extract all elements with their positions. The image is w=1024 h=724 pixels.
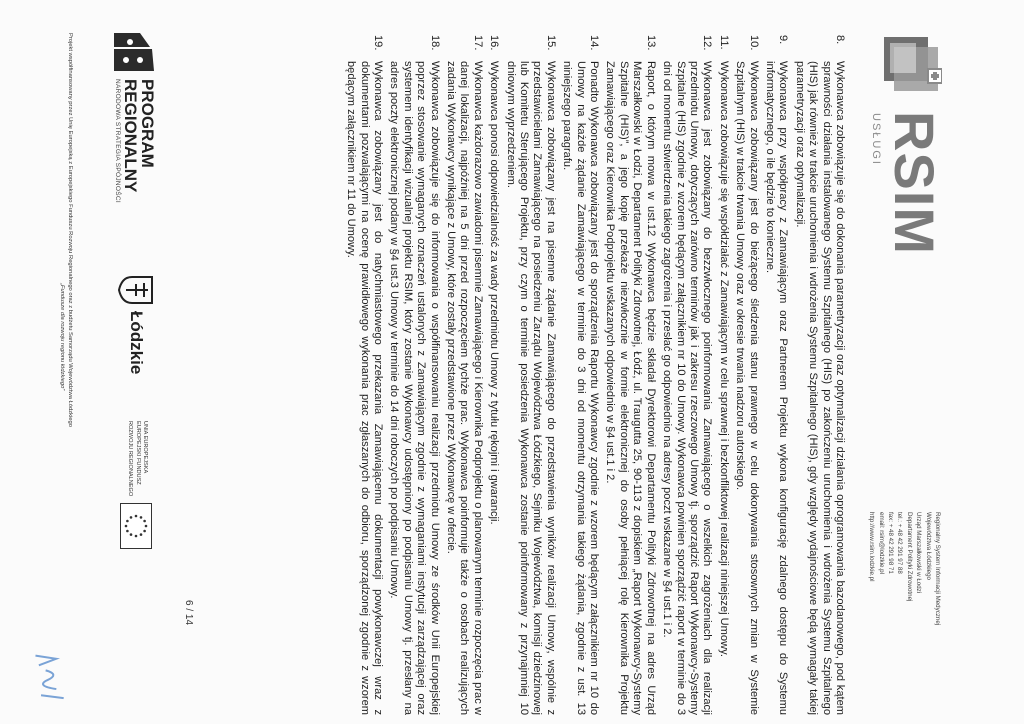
cofinance-note bbox=[58, 33, 74, 673]
list-item bbox=[503, 35, 557, 715]
eu-flag-icon bbox=[120, 503, 152, 549]
list-item bbox=[763, 35, 790, 715]
rsim-logo bbox=[862, 33, 946, 255]
item-text: Ponadto Wykonawca zobowiązany jest do sporządzenia Raportu Wykonawcy zgodnie z wzorem będącym załącznikiem nr 10 do Umowy na każde żądanie Zamawiającego w terminie do 3 dni od momentu otrzymania takiego żądania, zgodnie z ust. 13 niniejszego paragrafu. bbox=[561, 61, 601, 715]
contact-block bbox=[867, 512, 942, 722]
item-text: Wykonawca zobowiązany jest do bieżącego śledzenia stanu prawnego w celu dokonywania stosownych zmian w Systemie Szpitalnym (HIS) w trakcie trwania Umowy oraz w okresie trwania nadzoru autorskiego. bbox=[734, 61, 760, 715]
list-item bbox=[733, 35, 760, 715]
program-title bbox=[122, 79, 156, 192]
list-item bbox=[660, 35, 714, 715]
program-subtitle: NARODOWA STRATEGIA SPÓJNOŚCI bbox=[114, 79, 121, 203]
program-regionalny-logo-icon bbox=[114, 33, 154, 71]
item-number: 17. bbox=[471, 35, 484, 51]
item-number: 19. bbox=[372, 35, 384, 51]
item-text: Wykonawca przy współpracy z Zamawiającym oraz Partnerem Projektu wykona konfigurację zdalnego dostępu do Systemu informatycznego, o ile będzie to konieczne. bbox=[763, 61, 790, 715]
item-number: 11. bbox=[717, 35, 730, 50]
eu-fund-line: UNIA EUROPEJSKA bbox=[142, 421, 148, 474]
obligations-list bbox=[341, 35, 846, 715]
contact-line: Województwa Łódzkiego bbox=[924, 512, 932, 580]
list-item bbox=[444, 35, 484, 715]
item-number: 13. bbox=[644, 35, 657, 51]
item-text: Wykonawca zobowiązany jest na pisemne żądanie Zamawiającego do przedstawienia wyników realizacji Umowy, wspólnie z przedstawicielami Zamawiającego na posiedzeniu Zarządu Województwa Łódzkiego, Sejmiku Województwa, komisji dziedzinowej lub Komitetu Sterującego Projektu, przy czym o terminie posiedzenia Wykonawca zostanie poinformowany z przynajmniej 10 dniowym wyprzedzeniem. bbox=[504, 61, 557, 715]
eu-fund-line: EUROPEJSKI FUNDUSZ bbox=[134, 421, 141, 485]
item-number: 15. bbox=[544, 35, 557, 51]
item-text: Wykonawca zobowiązuje się do dokonania parametryzacji oraz optymalizacji działania oprogramowania bazodanowego, pod kątem sprawności działania instalowanego Systemu Szpitalnego (HIS) po zakończeniu uruchomienia i wdrożenia Systemu Szpitalnego (HIS) jak również w trakcie uruchomienia i wdrożenia Systemu Szpitalnego (HIS), gdy względy wydajnościowe będą wymagały takiej parametryzacji oraz optymalizacji. bbox=[793, 61, 846, 715]
handwritten-initials bbox=[25, 648, 73, 713]
program-title-line: REGIONALNY bbox=[121, 79, 140, 193]
contact-line: fax: + 48 42 291 98 71 bbox=[886, 512, 894, 574]
item-text: Wykonawca ponosi odpowiedzialność za wady przedmiotu Umowy z tytułu rękojmi i gwarancji. bbox=[488, 61, 501, 525]
org-name: RSIM bbox=[883, 111, 946, 255]
cofinance-line: Projekt współfinansowany przez Unię Europejską z Europejskiego Funduszu Rozwoju Regionalnego oraz z budżetu Samorządu Województwa Łódzkiego bbox=[67, 33, 73, 427]
list-item bbox=[344, 35, 384, 715]
org-subtitle: USŁUGI bbox=[870, 113, 882, 166]
item-number: 14. bbox=[588, 35, 601, 51]
contact-line: Regionalny System Informacji Medycznej bbox=[934, 512, 941, 626]
contact-line: http://www.rsim.lodzkie.pl bbox=[868, 512, 876, 582]
item-number: 16. bbox=[488, 35, 501, 51]
item-number: 9. bbox=[777, 35, 790, 45]
list-item bbox=[560, 35, 600, 715]
cofinance-slogan: „Fundusze dla rozwoju regionu łódzkiego” bbox=[59, 283, 65, 391]
item-text: Wykonawca każdorazowo zawiadomi pisemnie Zamawiającego i Kierownika Podprojektu o planowanym terminie rozpoczęcia prac w danej lokalizacji, najpóźniej na 5 dni przed rozpoczęciem tychże prac. Wykonawca poinformuje także o osobach realizujących zadania Wykonawcy wynikające z Umowy, które zostały przedstawione przez Wykonawcę w ofercie. bbox=[445, 61, 484, 715]
rsim-logo-icon bbox=[880, 33, 942, 95]
lodzkie-emblem-icon bbox=[118, 275, 154, 305]
contact-line: Urząd Marszałkowski w Łodzi bbox=[915, 512, 923, 594]
footer-logos bbox=[34, 33, 174, 673]
contact-line: tel.: + 48 42 291 97 88 bbox=[896, 512, 904, 574]
item-number: 10. bbox=[747, 35, 760, 51]
item-number: 12. bbox=[701, 35, 714, 51]
item-text: Wykonawca zobowiązany jest do natychmiastowego przekazania Zamawiającemu dokumentacji powykonawczej wraz z dokumentami pozwalającymi na ocenę prawidłowego wykonania prac zgłaszanych do odbioru, sporządzonej zgodnie z wzorem będącym załącznikiem nr 11 do Umowy. bbox=[345, 61, 384, 715]
contact-line: email: rsim@lodzkie.pl bbox=[877, 512, 885, 574]
item-text: Wykonawca jest zobowiązany do bezzwłocznego poinformowania Zamawiającego o wszelkich zagrożeniach dla realizacji przedmiotu Umowy, dotyczących zarówno terminów jak i zakresu rzeczowego Umowy tj. sporządzić Raport Wykonawcy-Systemy Szpitalne (HIS) zgodnie z wzorem będącym załącznikiem nr 10 do Umowy. Wykonawca powinien sporządzić raport w terminie do 3 dni od momentu stwierdzenia takiego zagrożenia i przesłać go odpowiednio na adresy poczt wskazane w §4 ust.1 i 2. bbox=[661, 61, 714, 715]
item-number: 8. bbox=[834, 35, 846, 45]
eu-fund-line: ROZWOJU REGIONALNEGO bbox=[127, 421, 134, 497]
program-title-line: PROGRAM bbox=[138, 79, 157, 168]
contact-line: Departament Polityki Zdrowotnej bbox=[905, 512, 913, 602]
region-name: Łódzkie bbox=[127, 311, 146, 375]
list-item bbox=[603, 35, 657, 715]
list-item bbox=[487, 35, 500, 715]
page-number: 6 / 14 bbox=[183, 600, 194, 626]
item-text: Wykonawca zobowiązuje się do informowania o współfinansowaniu realizacji przedmiotu Umowy ze środków Unii Europejskiej poprzez stosowanie wymaganych oznaczeń ustalonych z Zamawiającym zgodnie z wymaganiami instytucji zarządzającej oraz systemem identyfikacji wizualnej projektu RSIM, który zostanie Wykonawcy udostępniony po podpisaniu Umowy tj. przesłany na adres poczty elektronicznej podany w §4 ust.3 Umowy w terminie do 14 dni roboczych po podpisaniu Umowy. bbox=[388, 61, 441, 715]
list-item bbox=[716, 35, 729, 715]
list-item bbox=[792, 35, 846, 715]
list-item bbox=[387, 35, 441, 715]
eu-fund-text bbox=[126, 421, 148, 501]
item-text: Wykonawca zobowiązuje się współdziałać z Zamawiającym w celu sprawnej i bezkonfliktowej realizacji niniejszej Umowy. bbox=[717, 61, 730, 657]
item-text: Raport, o którym mowa w ust.12 Wykonawca będzie składał Dyrektorowi Departamentu Polityki Zdrowotnej na adres Urząd Marszałkowski w Łodzi, Departament Polityki Zdrowotnej, Łódź, ul. Traugutta 25, 90-113 z dopiskiem „Raport Wykonawcy-Systemy Szpitalne (HIS)”, a jego kopię przekaże niezwłocznie w formie elektronicznej do osoby pełniącej rolę Kierownika Projektu Zamawiającego oraz Kierownika Podprojektu wskazanych odpowiednio w §4 ust.1 i 2. bbox=[604, 61, 657, 715]
item-number: 18. bbox=[428, 35, 441, 51]
